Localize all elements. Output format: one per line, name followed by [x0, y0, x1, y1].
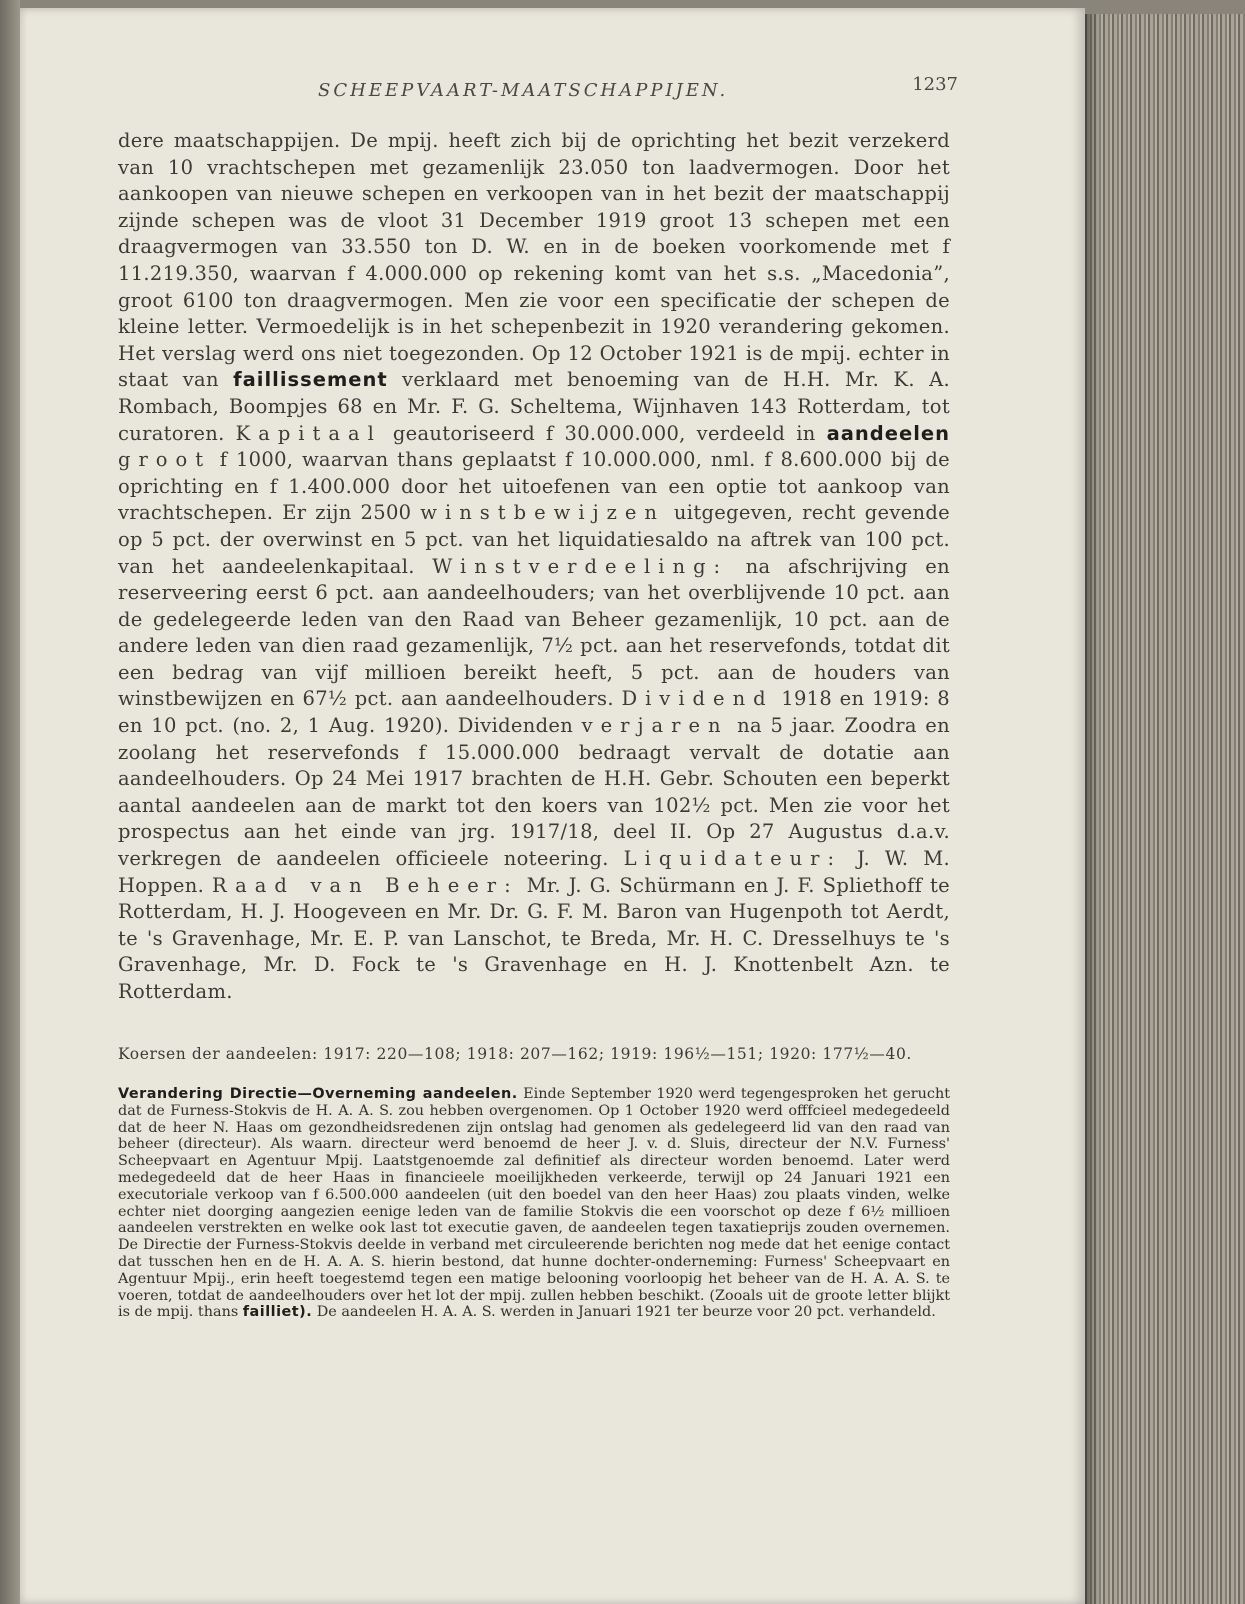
text-run: Einde September 1920 werd tegengesproken het gerucht dat de Furness-Stokvis de H. A. A. S. zou hebben overgenomen. Op 1 October 1920 werd offfcieel medegedeeld dat de heer N. Haas om gezondheidsredenen zijn ontslag had genomen als gedelegeerd lid van den raad van beheer (directeur). Als waarn. directeur werd benoemd de heer J. v. d. Sluis, directeur der N.V. Furness' Scheepvaart en Agentuur Mpij. Laatstgenoemde zal definitief als directeur worden benoemd. Later werd medegedeeld dat de heer Haas in financieele moeilijkheden verkeerde, terwijl op 24 Januari 1921 een executoriale verkoop van f 6.500.000 aandeelen (uit den boedel van den heer Haas) zou plaats vinden, welke echter niet doorging aangezien eenige leden van de familie Stokvis die een voorschot op deze f 6½ millioen aandeelen verstrekten en welke ook last tot executie gaven, de aandeelen tegen taxatieprijs zouden overnemen. De Directie der Furness-Stokvis deelde in verband met circuleerende berichten nog mede dat het eenige contact dat tusschen hen en de H. A. A. S. hierin bestond, dat hunne dochter-onderneming: Furness' Scheepvaart en Agentuur Mpij., erin heeft toegestemd tegen een matige belooning voorloopig het beheer van de H. A. A. S. te voeren, totdat de aandeelhouders over het lot der mpij. zullen hebben beschikt. (Zooals uit de groote letter blijkt is de mpij. thans	[118, 1086, 950, 1321]
page-header	[118, 74, 958, 112]
small-heading: Verandering Directie—Overneming aandeelen.	[118, 1086, 518, 1102]
text-run: Mr. J. G. Schürmann en J. F. Spliethoff te Rotterdam, H. J. Hoogeveen en Mr. Dr. G. F. M. Baron van Hugenpoth tot Aerdt, te 's Gravenhage, Mr. E. P. van Lanschot, te Breda, Mr. H. C. Dresselhuys te 's Gravenhage, Mr. D. Fock te 's Gravenhage en H. J. Knottenbelt Azn. te Rotterdam.	[118, 873, 950, 1003]
text-run: verklaard met benoeming van de H.H. Mr. K. A. Rombach, Boompjes 68 en Mr. F. G. Scheltema, Wijnhaven 143 Rotterdam, tot curatoren.	[118, 368, 951, 445]
spaced-term-verjaren: verjaren	[581, 714, 729, 738]
text-run: f 1000, waarvan thans geplaatst f 10.000.000, nml. f 8.600.000 bij de oprichting en f 1.400.000 door het uitoefenen van een optie tot aankoop van vrachtschepen. Er zijn 2500	[118, 448, 950, 525]
bold-term-aandeelen: aandeelen	[826, 421, 950, 445]
page-edges	[1085, 14, 1245, 1604]
text-run: dere maatschappijen. De mpij. heeft zich bij de oprichting het bezit verzekerd van 10 vrachtschepen met gezamenlijk 23.050 ton laadvermogen. Door het aankoopen van nieuwe schepen en verkoopen van in het bezit der maatschappij zijnde schepen was de vloot 31 December 1919 groot 13 schepen met een draagvermogen van 33.550 ton D. W. en in de boeken voorkomende met f 11.219.350, waarvan f 4.000.000 op rekening komt van het s.s. „Macedonia”, groot 6100 ton draagvermogen. Men zie voor een specificatie der schepen de kleine letter. Vermoedelijk is in het schepenbezit in 1920 verandering gekomen. Het verslag werd ons niet toegezonden. Op 12 October 1921 is de mpij. echter in staat van	[118, 129, 950, 392]
binding-gutter	[0, 0, 20, 1604]
bold-term-failliet: failliet).	[242, 1304, 313, 1321]
main-body-text	[118, 128, 950, 1006]
text-run: 1918 en 1919: 8 en 10 pct. (no. 2, 1 Aug. 1920). Dividenden	[118, 687, 950, 738]
text-run: uitgegeven, recht gevende op 5 pct. der overwinst en 5 pct. van het liquidatiesaldo na aftrek van 100 pct. van het aandeelenkapitaal.	[118, 501, 951, 578]
running-title: SCHEEPVAART-MAATSCHAPPIJEN.	[318, 80, 729, 101]
spaced-term-raad-van-beheer: Raad van Beheer:	[212, 873, 519, 897]
spaced-term-dividend: Dividend	[621, 687, 774, 711]
spaced-term-winstbewijzen: winstbewijzen	[420, 501, 665, 525]
spaced-term-liquidateur: Liquidateur:	[623, 847, 843, 871]
text-run: De aandeelen H. A. A. S. werden in Januari 1921 ter beurze voor 20 pct. verhandeld.	[312, 1304, 936, 1321]
text-run: geautoriseerd f 30.000.000, verdeeld in	[381, 421, 827, 445]
page-edges-shadow	[1085, 14, 1099, 1604]
text-run: na 5 jaar. Zoodra en zoolang het reservefonds f 15.000.000 bedraagt vervalt de dotatie aan aandeelhouders. Op 24 Mei 1917 brachten de H.H. Gebr. Schouten een beperkt aantal aandeelen aan de markt tot den koers van 102½ pct. Men zie voor het prospectus aan het einde van jrg. 1917/18, deel II. Op 27 Augustus d.a.v. verkregen de aandeelen officieele noteering.	[118, 714, 950, 871]
main-paragraph	[118, 128, 950, 1006]
text-run: na afschrijving en reserveering eerst 6 pct. aan aandeelhouders; van het overblijvende 10 pct. aan de gedelegeerde leden van den Raad van Beheer gezamenlijk, 10 pct. aan de andere leden van dien raad gezamenlijk, 7½ pct. aan het reservefonds, totdat dit een bedrag van vijf millioen bereikt heeft, 5 pct. aan de houders van winstbewijzen en 67½ pct. aan aandeelhouders.	[118, 554, 950, 711]
share-quotes-line: Koersen der aandeelen: 1917: 220—108; 1918: 207—162; 1919: 196½—151; 1920: 177½—40.	[118, 1045, 912, 1063]
spaced-term-groot: groot	[118, 448, 212, 472]
small-print-section	[118, 1086, 950, 1321]
spaced-term-kapitaal: Kapitaal	[235, 421, 382, 445]
text-run: J. W. M. Hoppen.	[118, 847, 950, 897]
small-paragraph	[118, 1086, 950, 1321]
spaced-term-winstverdeeling: Winstverdeeling:	[432, 554, 729, 578]
bold-term-faillissement: faillissement	[233, 368, 388, 392]
page-number: 1237	[912, 74, 958, 95]
